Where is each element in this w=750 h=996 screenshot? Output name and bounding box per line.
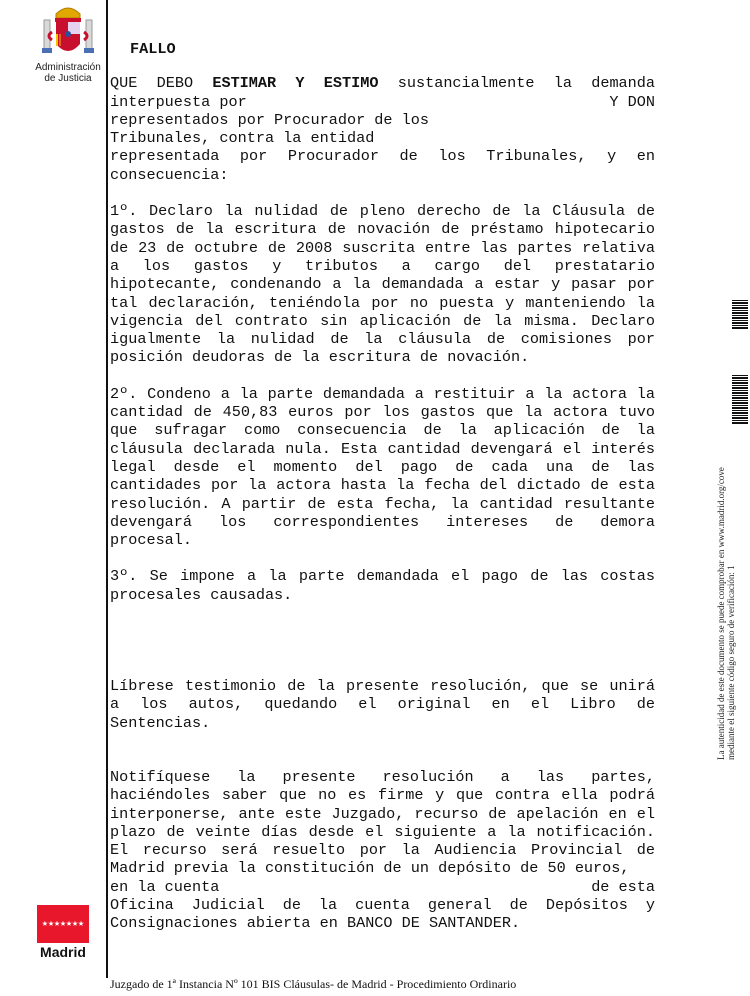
notification-end: Oficina Judicial de la cuenta general de Depósitos y Consignaciones abierta en BANCO DE SANTANDER. xyxy=(110,895,655,933)
barcode-large xyxy=(732,375,748,425)
document-body xyxy=(110,40,655,933)
madrid-label: Madrid xyxy=(40,944,86,960)
verification-text: La autenticidad de este documento se puede comprobar en www.madrid.org/cove mediante el siguiente código seguro de verificación: 1 xyxy=(716,467,736,760)
logo-caption: Administración de Justicia xyxy=(35,62,101,84)
bold-ruling: ESTIMAR Y ESTIMO xyxy=(212,74,379,93)
administracion-justicia-logo xyxy=(32,2,104,84)
spain-coat-of-arms-icon xyxy=(38,2,98,62)
intro-line-2: interpuesta por Y DON xyxy=(110,92,655,111)
barcode-small xyxy=(732,300,748,330)
intro-line-1: QUE DEBO ESTIMAR Y ESTIMO sustancialmente la demanda xyxy=(110,74,656,93)
intro-line-4: Tribunales, contra la entidad xyxy=(110,129,375,148)
verification-sidebar xyxy=(710,300,750,760)
madrid-flag-icon: ★★★★★★★ xyxy=(37,905,89,943)
court-footer: Juzgado de 1ª Instancia Nº 101 BIS Cláusulas- de Madrid - Procedimiento Ordinario xyxy=(110,977,517,991)
ruling-paragraph-2: 2º. Condeno a la parte demandada a restituir a la actora la cantidad de 450,83 euros por los gastos que la actora tuvo que sufragar como consecuencia de la aplicación de la cláusula declarada nula. Esta cantidad devengará el interés legal desde el momento del pago de cada una de las cantidades por la actora hasta la fecha del dictado de esta resolución. A partir de esta fecha, la cantidad resultante devengará los correspondientes intereses de demora procesal. xyxy=(110,384,655,550)
ruling-paragraph-1: 1º. Declaro la nulidad de pleno derecho de la Cláusula de gastos de la escritura de novación de préstamo hipotecario de 23 de octubre de 2008 suscrita entre las partes relativa a los gastos y tributos a cargo del prestatario hipotecante, condenando a la demandada a estar y pasar por tal declaración, teniéndola por no puesta y manteniendo la vigencia del contrato sin aplicación de la misma. Declaro igualmente la nulidad de la cláusula de comisiones por posición deudoras de la escritura de novación. xyxy=(110,202,655,367)
comunidad-madrid-logo xyxy=(37,905,89,960)
testimony-paragraph: Líbrese testimonio de la presente resolución, que se unirá a los autos, quedando el original en el Libro de Sentencias. xyxy=(110,677,655,732)
notification-paragraph: Notifíquese la presente resolución a las partes, haciéndoles saber que no es firme y que contra ella podrá interponerse, ante este Juzgado, recurso de apelación en el plazo de veinte días desde el siguiente a la notificación. El recurso será resuelto por la Audiencia Provincial de Madrid previa la constitución de un depósito de 50 euros, xyxy=(110,767,655,878)
section-title: FALLO xyxy=(130,40,176,58)
ruling-paragraph-3: 3º. Se impone a la parte demandada el pago de las costas procesales causadas. xyxy=(110,567,655,604)
intro-line-5: representada por Procurador de los Tribunales, y en consecuencia: xyxy=(110,147,655,184)
account-line: en la cuenta de esta xyxy=(110,877,655,896)
margin-rule xyxy=(106,0,108,978)
intro-line-3: representados por Procurador de los xyxy=(110,110,429,129)
